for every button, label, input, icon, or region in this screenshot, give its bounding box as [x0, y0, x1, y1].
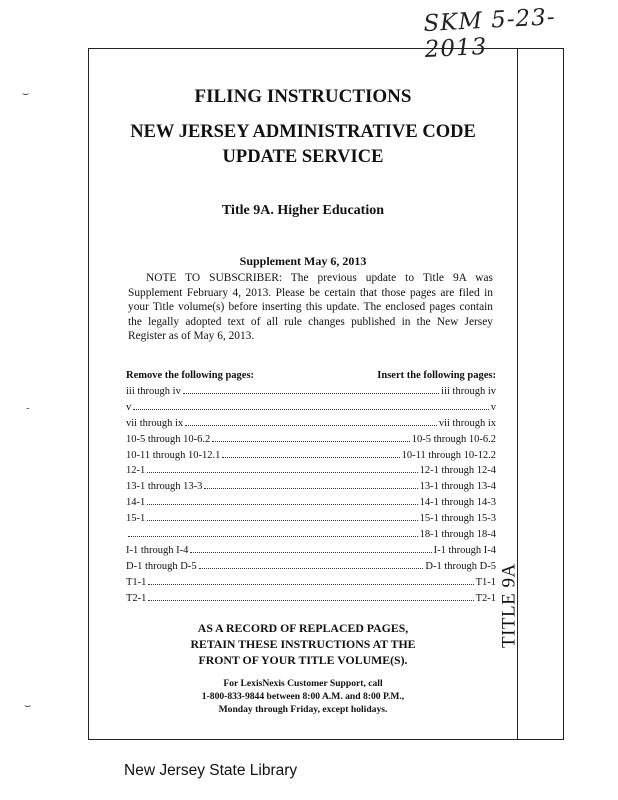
insert-page: D-1 through D-5 — [425, 560, 496, 572]
record-line: RETAIN THESE INSTRUCTIONS AT THE — [190, 637, 416, 651]
leader-dots — [199, 558, 424, 569]
margin-mark: ⌣ — [24, 700, 32, 712]
leader-dots — [128, 526, 418, 537]
remove-page: 15-1 — [126, 513, 146, 525]
page-row — [126, 542, 496, 558]
insert-page: v — [490, 401, 496, 413]
record-line: FRONT OF YOUR TITLE VOLUME(S). — [198, 653, 408, 667]
handwritten-annotation: SKM 5-23-2013 — [422, 4, 557, 64]
insert-page: 13-1 through 13-4 — [419, 481, 496, 493]
title-name: Title 9A. Higher Education — [221, 203, 385, 218]
doc-title: FILING INSTRUCTIONS — [194, 86, 412, 107]
page-row — [126, 383, 496, 399]
margin-mark: ‐ — [26, 402, 30, 414]
leader-dots — [148, 590, 473, 601]
insert-page: 10-11 through 10-12.2 — [401, 449, 496, 461]
leader-dots — [147, 462, 417, 473]
support-line: Monday through Friday, except holidays. — [218, 704, 388, 715]
insert-page: 12-1 through 12-4 — [419, 465, 496, 477]
leader-dots — [147, 494, 417, 505]
leader-dots — [204, 478, 417, 489]
insert-page: 18-1 through 18-4 — [419, 529, 496, 541]
remove-page: 10-11 through 10-12.1 — [126, 449, 221, 461]
pages-header — [126, 370, 496, 383]
supplement-date: Supplement May 6, 2013 — [239, 254, 367, 268]
remove-page: 13-1 through 13-3 — [126, 481, 203, 493]
support-line: For LexisNexis Customer Support, call — [223, 678, 383, 689]
leader-dots — [190, 542, 431, 553]
library-footer: New Jersey State Library — [124, 762, 298, 779]
record-notice — [88, 620, 518, 668]
leader-dots — [183, 383, 439, 394]
insert-page: vii through ix — [438, 417, 496, 429]
margin-mark: ⌣ — [22, 88, 30, 100]
page-row — [126, 526, 496, 542]
insert-page: I-1 through I-4 — [433, 544, 496, 556]
page-row — [126, 510, 496, 526]
page-row — [126, 494, 496, 510]
pages-table — [126, 370, 496, 606]
remove-page: 10-5 through 10-6.2 — [126, 433, 211, 445]
insert-header: Insert the following pages: — [377, 370, 496, 381]
side-label: TITLE 9A — [498, 563, 520, 648]
support-line: 1-800-833-9844 between 8:00 A.M. and 8:00 P.M., — [201, 691, 405, 702]
insert-page: iii through iv — [441, 385, 496, 397]
insert-page: T2-1 — [475, 592, 496, 604]
insert-page: 15-1 through 15-3 — [419, 513, 496, 525]
remove-page: 14-1 — [126, 497, 146, 509]
page-row — [126, 447, 496, 463]
page-row — [126, 399, 496, 415]
record-line: AS A RECORD OF REPLACED PAGES, — [197, 621, 409, 635]
side-tab — [518, 48, 564, 740]
leader-dots — [222, 447, 399, 458]
leader-dots — [133, 399, 489, 410]
page-row — [126, 462, 496, 478]
insert-page: 10-5 through 10-6.2 — [411, 433, 496, 445]
doc-subtitle-2: UPDATE SERVICE — [222, 147, 384, 167]
page-row — [126, 478, 496, 494]
page-row — [126, 431, 496, 447]
insert-page: 14-1 through 14-3 — [419, 497, 496, 509]
leader-dots — [147, 510, 417, 521]
remove-page: vii through ix — [126, 417, 184, 429]
subscriber-note: NOTE TO SUBSCRIBER: The previous update to Title 9A was Supplement February 4, 2013. Please be certain that those pages are filed in your Title volume(s) before inserting this update. The enclosed pages contain the legally adopted text of all rule changes published in the New Jersey Register as of May 6, 2013. — [128, 272, 493, 342]
remove-page: 12-1 — [126, 465, 146, 477]
remove-page: T2-1 — [126, 592, 147, 604]
remove-page: T1-1 — [126, 576, 147, 588]
page-row — [126, 590, 496, 606]
leader-dots — [212, 431, 409, 442]
page-row — [126, 558, 496, 574]
leader-dots — [148, 574, 473, 585]
support-info — [88, 677, 518, 716]
remove-page: v — [126, 401, 132, 413]
leader-dots — [185, 415, 437, 426]
remove-page: iii through iv — [126, 385, 181, 397]
remove-page: D-1 through D-5 — [126, 560, 197, 572]
insert-page: T1-1 — [475, 576, 496, 588]
remove-header: Remove the following pages: — [126, 370, 255, 381]
doc-subtitle-1: NEW JERSEY ADMINISTRATIVE CODE — [130, 122, 476, 142]
remove-page: I-1 through I-4 — [126, 544, 189, 556]
page-row — [126, 574, 496, 590]
page-row — [126, 415, 496, 431]
